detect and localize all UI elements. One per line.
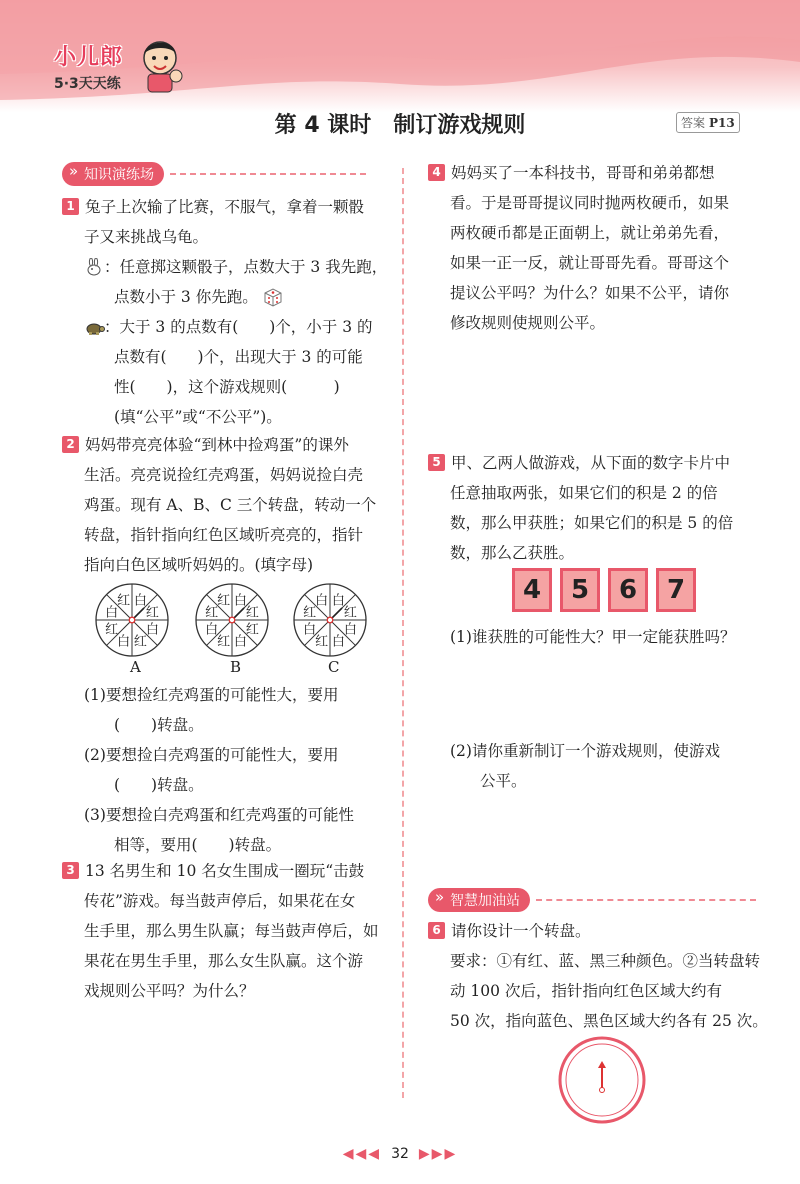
spinner-hub: [129, 617, 135, 623]
wheel-label-c: C: [328, 658, 340, 676]
spinner-sector-label: 白: [117, 634, 131, 650]
spinner-sector-label: 红: [217, 634, 231, 650]
question-1: [62, 192, 392, 432]
dice-icon: [262, 286, 284, 308]
spinner-sector-label: 红: [117, 593, 131, 609]
section-dash: [536, 899, 756, 901]
q3-text: 传花”游戏。每当鼓声停后，如果花在女: [84, 892, 356, 910]
q2-text: 指向白色区域听妈妈的。(填字母): [84, 556, 314, 574]
number-cards: [512, 568, 704, 612]
question-number: 2: [62, 436, 79, 453]
spinner-sector-label: 红: [303, 605, 317, 621]
spinner-sector-label: 白: [105, 605, 119, 621]
spinner-sector-label: 红: [105, 622, 119, 638]
spinner-sector-label: 红: [245, 605, 259, 621]
q5-text: 数，那么甲获胜；如果它们的积是 5 的倍: [450, 514, 734, 532]
q3-text: 戏规则公平吗？为什么？: [84, 982, 255, 1000]
section-practice-label: » 知识演练场: [62, 162, 164, 186]
spinner-sector-label: 红: [343, 605, 357, 621]
q5-text: 任意抽取两张，如果它们的积是 2 的倍: [450, 484, 718, 502]
section-dash: [170, 173, 366, 175]
answer-page: P13: [709, 116, 735, 130]
spinner-sector-label: 红: [217, 593, 231, 609]
q3-text: 果花在男生手里，那么女生队赢。这个游: [84, 952, 364, 970]
question-5-sub2: [428, 736, 768, 796]
q4-text: 修改规则使规则公平。: [450, 314, 606, 332]
column-divider: [402, 168, 404, 1098]
wheel-label-b: B: [230, 658, 242, 676]
spinner-c: [294, 584, 366, 656]
spinner-sector-label: 白: [331, 593, 345, 609]
number-card: 5: [560, 568, 600, 612]
spinner-sector-label: 白: [145, 622, 159, 638]
q2-sub3: (3)要想捡白壳鸡蛋和红壳鸡蛋的可能性: [84, 806, 354, 824]
q6-text: 要求：①有红、蓝、黑三种颜色。②当转盘转: [450, 952, 761, 970]
number-card: 4: [512, 568, 552, 612]
q4-text: 提议公平吗？为什么？如果不公平，请你: [450, 284, 730, 302]
q4-text: 两枚硬币都是正面朝上，就让弟弟先看，: [450, 224, 730, 242]
question-2: [62, 430, 392, 580]
section-bonus-label: » 智慧加油站: [428, 888, 530, 912]
q5-text: 数，那么乙获胜。: [450, 544, 575, 562]
spinner-sector-label: 红: [245, 622, 259, 638]
spinner-sector-label: 白: [343, 622, 357, 638]
turtle-speech: 性( )，这个游戏规则( ): [114, 378, 340, 396]
turtle-speech: (填“公平”或“不公平”)。: [114, 408, 282, 426]
q3-text: 生手里，那么男生队赢；每当鼓声停后，如: [84, 922, 379, 940]
question-4: [428, 158, 768, 338]
spinner-sector-label: 白: [233, 634, 247, 650]
q6-text: 请你设计一个转盘。: [451, 922, 591, 940]
page-footer: [0, 1146, 800, 1162]
spinner-sector-label: 红: [145, 605, 159, 621]
turtle-speech: 点数有( )个，出现大于 3 的可能: [114, 348, 363, 366]
q6-text: 50 次，指向蓝色、黑色区域大约各有 25 次。: [450, 1012, 768, 1030]
q5-text: 甲、乙两人做游戏，从下面的数字卡片中: [451, 454, 731, 472]
question-number: 1: [62, 198, 79, 215]
question-6: [428, 916, 778, 1036]
next-arrows-icon: ▶▶▶: [418, 1146, 458, 1162]
prev-arrows-icon: ◀◀◀: [342, 1146, 382, 1162]
q5-sub1: (1)谁获胜的可能性大？甲一定能获胜吗？: [450, 628, 736, 646]
q2-sub2-blank: ( )转盘。: [114, 776, 204, 794]
spinner-sector-label: 白: [315, 593, 329, 609]
spinner-sector-label: 红: [205, 605, 219, 621]
spinner-sector-label: 白: [133, 593, 147, 609]
spinner-sector-label: 红: [133, 634, 147, 650]
page-number: 32: [391, 1146, 409, 1162]
q2-sub3-blank: 相等，要用( )转盘。: [114, 836, 282, 854]
spinner-sector-label: 红: [315, 634, 329, 650]
q3-text: 13 名男生和 10 名女生围成一圈玩“击鼓: [85, 862, 365, 880]
q2-text: 鸡蛋。现有 A、B、C 三个转盘，转动一个: [84, 496, 377, 514]
mascot-icon: [136, 36, 186, 94]
question-number: 5: [428, 454, 445, 471]
rabbit-speech: 点数小于 3 你先跑。: [114, 288, 258, 306]
question-5-sub1: [428, 622, 768, 652]
q2-sub2: (2)要想捡白壳鸡蛋的可能性大，要用: [84, 746, 339, 764]
section-practice: [62, 162, 366, 186]
wheel-label-a: A: [130, 658, 141, 676]
brand-name: 小儿郎: [54, 45, 124, 70]
number-card: 6: [608, 568, 648, 612]
number-card: 7: [656, 568, 696, 612]
answer-page-tag: [676, 112, 740, 133]
question-3: [62, 856, 392, 1006]
q2-text: 生活。亮亮说捡红壳鸡蛋，妈妈说捡白壳: [84, 466, 364, 484]
q4-text: 看。于是哥哥提议同时抛两枚硬币，如果: [450, 194, 730, 212]
turtle-speech: ：大于 3 的点数有( )个，小于 3 的: [104, 318, 373, 336]
spinner-sector-label: 白: [205, 622, 219, 638]
rabbit-icon: [84, 258, 104, 276]
question-number: 6: [428, 922, 445, 939]
spinner-sector-label: 白: [331, 634, 345, 650]
q5-sub2: (2)请你重新制订一个游戏规则，使游戏: [450, 742, 720, 760]
spinner-hub: [229, 617, 235, 623]
q2-text: 妈妈带亮亮体验“到林中捡鸡蛋”的课外: [85, 436, 349, 454]
spinner-b: [196, 584, 268, 656]
q5-sub2: 公平。: [480, 772, 527, 790]
section-bonus: [428, 888, 756, 912]
q4-text: 如果一正一反，就让哥哥先看。哥哥这个: [450, 254, 730, 272]
q1-text: 子又来挑战乌龟。: [84, 228, 209, 246]
q4-text: 妈妈买了一本科技书，哥哥和弟弟都想: [451, 164, 715, 182]
spinner-sector-label: 白: [303, 622, 317, 638]
brand-subtitle: 5·3天天练: [54, 76, 121, 92]
q6-text: 动 100 次后，指针指向红色区域大约有: [450, 982, 722, 1000]
spinner-hub: [327, 617, 333, 623]
question-5: [428, 448, 768, 568]
q2-sub1-blank: ( )转盘。: [114, 716, 204, 734]
q1-text: 兔子上次输了比赛，不服气，拿着一颗骰: [85, 198, 365, 216]
question-2-subs: [62, 680, 392, 860]
question-number: 4: [428, 164, 445, 181]
turtle-icon: [84, 320, 106, 336]
q2-text: 转盘，指针指向红色区域听亮亮的，指针: [84, 526, 364, 544]
spinner-sector-label: 白: [233, 593, 247, 609]
brand-logo: [54, 40, 123, 93]
rabbit-speech: ：任意掷这颗骰子，点数大于 3 我先跑，: [104, 258, 388, 276]
q2-sub1: (1)要想捡红壳鸡蛋的可能性大，要用: [84, 686, 339, 704]
question-number: 3: [62, 862, 79, 879]
spinner-a: [96, 584, 168, 656]
answer-label: 答案: [681, 116, 706, 130]
lesson-number: 第 4 课时: [274, 113, 372, 138]
lesson-title: 制订游戏规则: [393, 113, 526, 138]
spinner-icon: [556, 1034, 648, 1126]
